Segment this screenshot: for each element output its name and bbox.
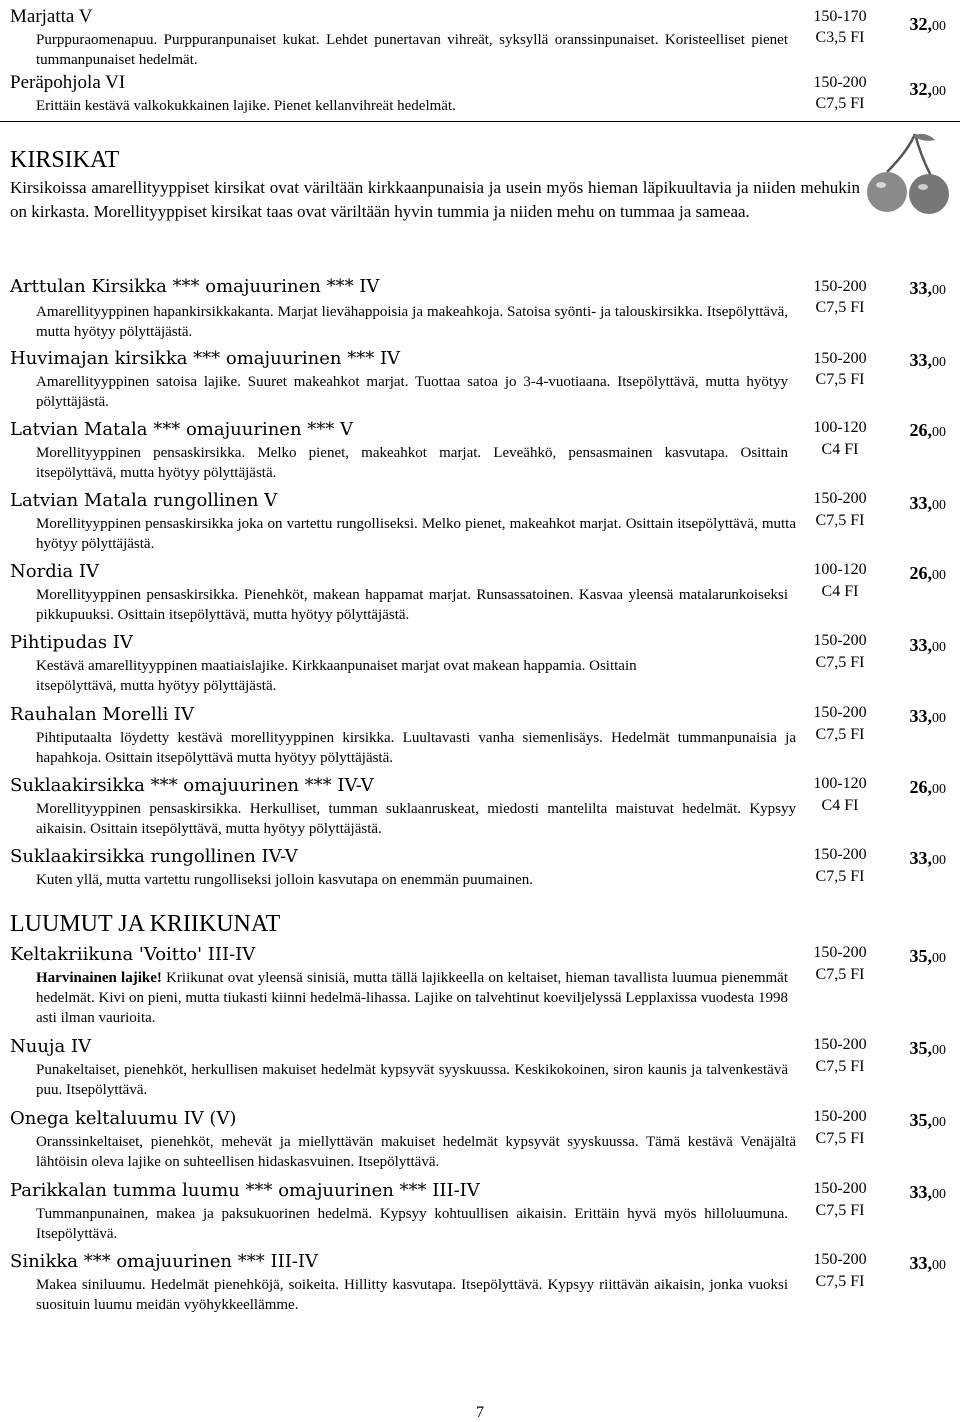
product-container: C7,5 FI xyxy=(815,654,865,671)
product-name: Nordia IV xyxy=(10,561,100,582)
product-description: Morellityyppinen pensaskirsikka. Herkulliset, tumman suklaanruskeat, miedosti mantelilta maistuvat hedelmät. Kypsyy aikaisin. Osittain itsepölyttävä, mutta hyötyy pölyttäjästä. xyxy=(36,801,796,837)
product-price: 33,00 xyxy=(909,1253,946,1273)
product-size: 150-200 xyxy=(813,1180,867,1197)
product-name: Huvimajan kirsikka *** omajuurinen *** IV xyxy=(10,348,401,369)
cherries-icon xyxy=(863,130,951,222)
product-price: 26,00 xyxy=(909,563,946,583)
product-description: Morellityyppinen pensaskirsikka joka on vartettu rungolliseksi. Melko pienet, makeahkot marjat. Osittain itsepölyttävä, mutta hyötyy pölyttäjästä. xyxy=(36,516,796,552)
product-description: Kestävä amarellityyppinen maatiaislajike. Kirkkaanpunaiset marjat ovat makean happamia. Osittain itsepölyttävä, mutta hyötyy pölyttäjästä. xyxy=(36,658,637,694)
product-description: Kuten yllä, mutta vartettu rungolliseksi jolloin kasvutapa on enemmän puumainen. xyxy=(36,872,533,888)
product-price: 32,00 xyxy=(909,79,946,99)
product-size: 150-200 xyxy=(813,1036,867,1053)
product-name: Arttulan Kirsikka *** omajuurinen *** IV xyxy=(10,276,380,297)
product-description: Morellityyppinen pensaskirsikka. Melko pienet, makeahkot marjat. Leveähkö, pensasmainen kasvutapa. Osittain itsepölyttävä, mutta hyötyy pölyttäjästä. xyxy=(36,445,788,481)
product-container: C7,5 FI xyxy=(815,966,865,983)
product-size: 150-200 xyxy=(813,704,867,721)
product-size: 100-120 xyxy=(813,561,867,578)
product-container: C4 FI xyxy=(821,441,859,458)
product-description: Harvinainen lajike! Kriikunat ovat yleensä sinisiä, mutta tällä lajikkeella on keltaiset, hieman tavallista luumua pienemmät hedelmät. Kivi on pieni, mutta tiukasti kiinni hedelmä-lihassa. Lajike on talvehtinut koeviljelyssä Lepplaxissa vuodesta 1998 asti ilman vaurioita. xyxy=(36,970,788,1026)
product-name: Rauhalan Morelli IV xyxy=(10,704,195,725)
product-container: C7,5 FI xyxy=(815,1202,865,1219)
product-name: Nuuja IV xyxy=(10,1036,92,1057)
product-container: C7,5 FI xyxy=(815,1273,865,1290)
product-size: 100-120 xyxy=(813,419,867,436)
product-price: 32,00 xyxy=(909,14,946,34)
product-price: 35,00 xyxy=(909,1110,946,1130)
product-size: 150-200 xyxy=(813,632,867,649)
product-size: 150-200 xyxy=(813,278,867,295)
product-size: 100-120 xyxy=(813,775,867,792)
product-size: 150-200 xyxy=(813,846,867,863)
product-price: 33,00 xyxy=(909,848,946,868)
product-description: Amarellityyppinen hapankirsikkakanta. Marjat lievähappoisia ja makeahkoja. Satoisa syönti- ja talouskirsikka. Itsepölyttävä, mutta hyötyy pölyttäjästä. xyxy=(36,304,788,340)
product-size: 150-200 xyxy=(813,74,867,91)
product-container: C7,5 FI xyxy=(815,299,865,316)
product-name: Suklaakirsikka *** omajuurinen *** IV-V xyxy=(10,775,374,796)
product-description: Purppuraomenapuu. Purppuranpunaiset kukat. Lehdet punertavan vihreät, syksyllä oranssinpunaiset. Koristeelliset pienet tummanpunaiset hedelmät. xyxy=(36,32,788,68)
product-size: 150-200 xyxy=(813,944,867,961)
product-description: Erittäin kestävä valkokukkainen lajike. Pienet kellanvihreät hedelmät. xyxy=(36,98,456,114)
product-name: Parikkalan tumma luumu *** omajuurinen *** III-IV xyxy=(10,1180,480,1201)
section-divider xyxy=(0,121,960,122)
product-name: Latvian Matala *** omajuurinen *** V xyxy=(10,419,353,440)
product-name: Peräpohjola VI xyxy=(10,72,126,93)
product-description: Makea siniluumu. Hedelmät pienehköjä, soikeita. Hillitty kasvutapa. Itsepölyttävä. Kypsyy riittävän aikaisin, jonka vuoksi suosituin luumu meidän vyöhykkeellämme. xyxy=(36,1277,788,1313)
product-container: C7,5 FI xyxy=(815,726,865,743)
product-price: 33,00 xyxy=(909,706,946,726)
highlight-text: Harvinainen lajike! xyxy=(36,970,162,986)
product-name: Sinikka *** omajuurinen *** III-IV xyxy=(10,1251,318,1272)
product-size: 150-200 xyxy=(813,490,867,507)
product-container: C7,5 FI xyxy=(815,512,865,529)
product-description: Punakeltaiset, pienehköt, herkullisen makuiset hedelmät kypsyvät syyskuussa. Keskikokoinen, siron kaunis ja talvenkestävä puu. Itsepölyttävä. xyxy=(36,1062,788,1098)
product-container: C7,5 FI xyxy=(815,1130,865,1147)
section-title-kirsikat: KIRSIKAT xyxy=(10,147,120,173)
product-size: 150-200 xyxy=(813,350,867,367)
product-price: 35,00 xyxy=(909,1038,946,1058)
product-container: C7,5 FI xyxy=(815,95,865,112)
page-number: 7 xyxy=(476,1404,484,1421)
product-description: Amarellityyppinen satoisa lajike. Suuret makeahkot marjat. Tuottaa satoa jo 3-4-vuotiaana. Itsepölyttävä, mutta hyötyy pölyttäjästä. xyxy=(36,374,788,410)
product-container: C4 FI xyxy=(821,797,859,814)
product-price: 33,00 xyxy=(909,1182,946,1202)
product-container: C3,5 FI xyxy=(815,29,865,46)
product-size: 150-170 xyxy=(813,8,867,25)
product-price: 35,00 xyxy=(909,946,946,966)
product-name: Pihtipudas IV xyxy=(10,632,133,653)
product-container: C4 FI xyxy=(821,583,859,600)
product-price: 33,00 xyxy=(909,278,946,298)
product-name: Keltakriikuna 'Voitto' III-IV xyxy=(10,944,256,965)
product-price: 26,00 xyxy=(909,420,946,440)
section-title-luumut: LUUMUT JA KRIIKUNAT xyxy=(10,911,281,937)
product-description: Morellityyppinen pensaskirsikka. Pienehköt, makean happamat marjat. Runsassatoinen. Kasvaa yleensä matalarunkoiseksi pikkupuuksi. Osittain itsepölyttävä, mutta hyötyy pölyttäjästä. xyxy=(36,587,788,623)
product-container: C7,5 FI xyxy=(815,1058,865,1075)
section-intro-kirsikat: Kirsikoissa amarellityyppiset kirsikat ovat väriltään kirkkaanpunaisia ja usein myös hieman läpikuultavia ja niiden mehukin on kirkasta. Morellityyppiset kirsikat taas ovat väriltään hyvin tummia ja niiden mehu on tummaa ja sameaa. xyxy=(10,178,860,221)
product-price: 33,00 xyxy=(909,350,946,370)
product-price: 26,00 xyxy=(909,777,946,797)
product-size: 150-200 xyxy=(813,1108,867,1125)
product-name: Marjatta V xyxy=(10,6,93,27)
product-name: Onega keltaluumu IV (V) xyxy=(10,1108,237,1129)
product-price: 33,00 xyxy=(909,493,946,513)
product-container: C7,5 FI xyxy=(815,868,865,885)
product-price: 33,00 xyxy=(909,635,946,655)
product-size: 150-200 xyxy=(813,1251,867,1268)
product-container: C7,5 FI xyxy=(815,371,865,388)
product-description: Oranssinkeltaiset, pienehköt, mehevät ja miellyttävän makuiset hedelmät kypsyvät syyskuussa. Tämä kestävä Venäjältä lähtöisin oleva lajike on suhteellisen hidaskasvuinen. Itsepölyttävä. xyxy=(36,1134,796,1170)
product-description: Tummanpunainen, makea ja paksukuorinen hedelmä. Kypsyy kohtuullisen aikaisin. Erittäin hyvä myös hilloluumuna. Itsepölyttävä. xyxy=(36,1206,788,1242)
product-name: Latvian Matala rungollinen V xyxy=(10,490,278,511)
product-name: Suklaakirsikka rungollinen IV-V xyxy=(10,846,298,867)
product-description: Pihtiputaalta löydetty kestävä morellityyppinen kirsikka. Luultavasti vanha siemenlisäys. Hedelmät tummanpunaisia ja hapahkoja. Osittain itsepölyttävä mutta hyötyy pölyttäjästä. xyxy=(36,730,796,766)
